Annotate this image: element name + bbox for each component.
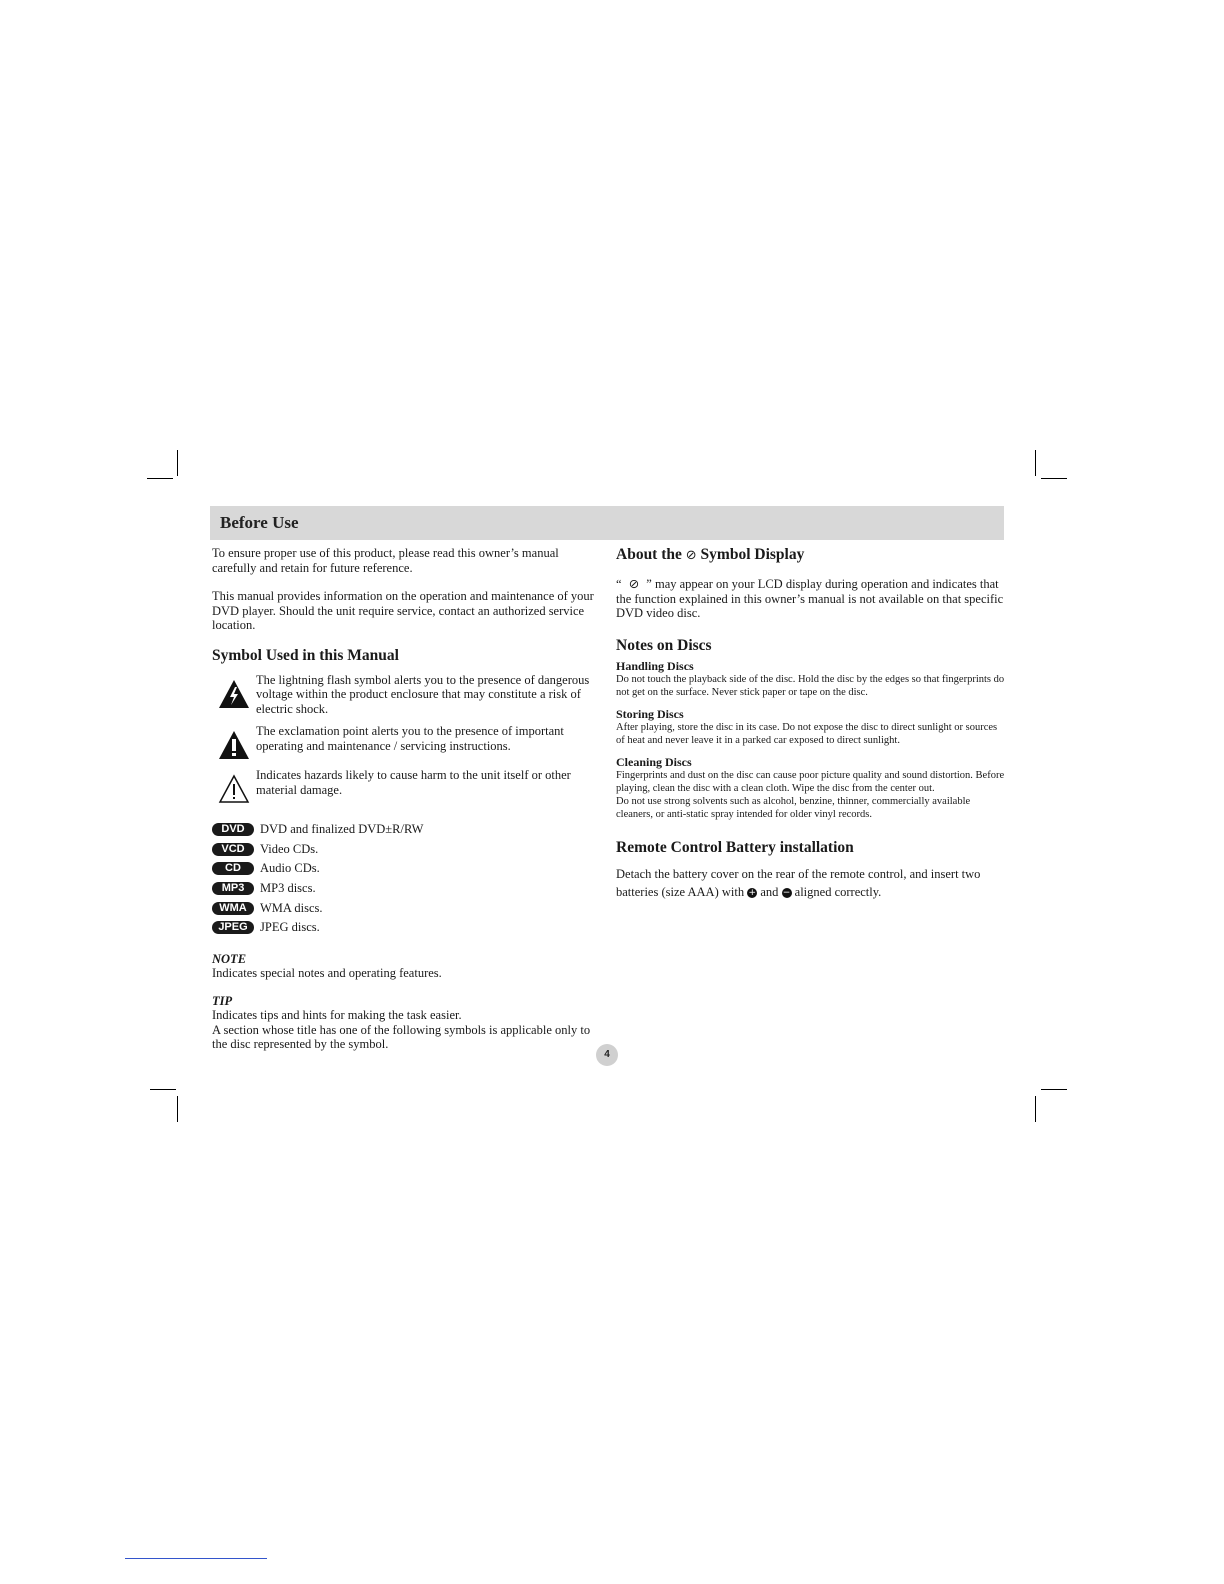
notes-heading: Notes on Discs [616,636,712,654]
crop-mark [1041,478,1067,479]
symbol-row [212,724,602,760]
about-heading-text: Symbol Display [700,546,805,563]
minus-icon: − [782,887,791,898]
section-header-bar [210,506,1004,540]
about-symbol-heading [616,546,1006,565]
crop-mark [147,478,173,479]
intro-paragraph: This manual provides information on the operation and maintenance of your DVD player. Should the unit require service, contact an authorized service location. [212,589,594,632]
cd-badge: CD [212,862,254,875]
crop-mark [177,450,178,476]
left-column [212,546,602,1052]
crop-mark [150,1089,176,1090]
disc-type-row [212,840,602,860]
disc-type-text: Video CDs. [260,841,319,856]
disc-type-row [212,879,602,899]
note-text: Indicates special notes and operating features. [212,965,442,980]
section-note-text: A section whose title has one of the following symbols is applicable only to the disc represented by the symbol. [212,1022,591,1052]
disc-type-text: WMA discs. [260,900,323,915]
quote-mark: “ [616,577,622,591]
handling-heading: Handling Discs [616,658,694,673]
symbol-row [212,673,602,717]
symbol-description: Indicates hazards likely to cause harm to the unit itself or other material damage. [256,768,571,797]
battery-instruction: Detach the battery cover on the rear of the remote control, and insert two batteries (size AAA) with [616,866,981,899]
handling-text: Do not touch the playback side of the disc. Hold the disc by the edges so that fingerprints do not get on the surface. Never stick paper or tape on the disc. [616,673,1005,698]
mp3-badge: MP3 [212,882,254,895]
battery-instruction: aligned correctly. [794,884,882,899]
tip-label: TIP [212,994,233,1009]
storing-text: After playing, store the disc in its case. Do not expose the disc to direct sunlight or sources of heat and never leave it in a parked car exposed to direct sunlight. [616,721,998,746]
prohibited-icon: ⊘ [628,576,640,591]
plus-icon: + [748,887,756,898]
disc-type-text: MP3 discs. [260,881,316,896]
exclamation-warning-icon [212,724,256,760]
disc-type-text: DVD and finalized DVD±R/RW [260,822,424,837]
storing-heading: Storing Discs [616,706,684,721]
disc-type-row [212,859,602,879]
crop-mark [1035,450,1036,476]
symbol-row [212,768,602,804]
crop-mark [1041,1089,1067,1090]
battery-instruction: and [760,884,779,899]
cleaning-text: Fingerprints and dust on the disc can cause poor picture quality and sound distortion. Before playing, clean the disc with a clean cloth. Wipe the disc from the center out. [616,769,1005,794]
about-heading-text: About the [616,546,682,563]
caution-outline-icon [212,768,256,804]
symbols-heading: Symbol Used in this Manual [212,646,399,664]
disc-type-row [212,898,602,918]
symbol-description: The lightning flash symbol alerts you to the presence of dangerous voltage within the product enclosure that may constitute a risk of electric shock. [256,672,590,716]
about-symbol-text [616,577,1006,621]
page-number: 4 [596,1044,618,1066]
right-column [616,546,1006,901]
dvd-badge: DVD [212,823,254,836]
page-title: Before Use [220,513,299,532]
lightning-warning-icon [212,673,256,709]
disc-type-row [212,820,602,840]
vcd-badge: VCD [212,843,254,856]
battery-heading: Remote Control Battery installation [616,838,854,856]
cleaning-text: Do not use strong solvents such as alcohol, benzine, thinner, commercially available cleaners, or anti-static spray intended for older vinyl records. [616,795,971,820]
footer-divider [125,1558,267,1559]
jpeg-badge: JPEG [212,921,254,934]
battery-text [616,865,1006,901]
cleaning-heading: Cleaning Discs [616,754,692,769]
wma-badge: WMA [212,902,254,915]
disc-type-text: JPEG discs. [260,920,320,935]
disc-type-text: Audio CDs. [260,861,320,876]
intro-paragraph: To ensure proper use of this product, please read this owner’s manual carefully and retain for future reference. [212,546,559,575]
prohibited-icon: ⊘ [685,548,697,563]
note-label: NOTE [212,951,247,966]
tip-text: Indicates tips and hints for making the task easier. [212,1008,462,1023]
about-description: ” may appear on your LCD display during operation and indicates that the function explained in this owner’s manual is not available on that specific DVD video disc. [616,577,1004,620]
disc-type-row [212,918,602,938]
symbol-description: The exclamation point alerts you to the presence of important operating and maintenance / servicing instructions. [256,724,564,753]
crop-mark [1035,1096,1036,1122]
crop-mark [177,1096,178,1122]
